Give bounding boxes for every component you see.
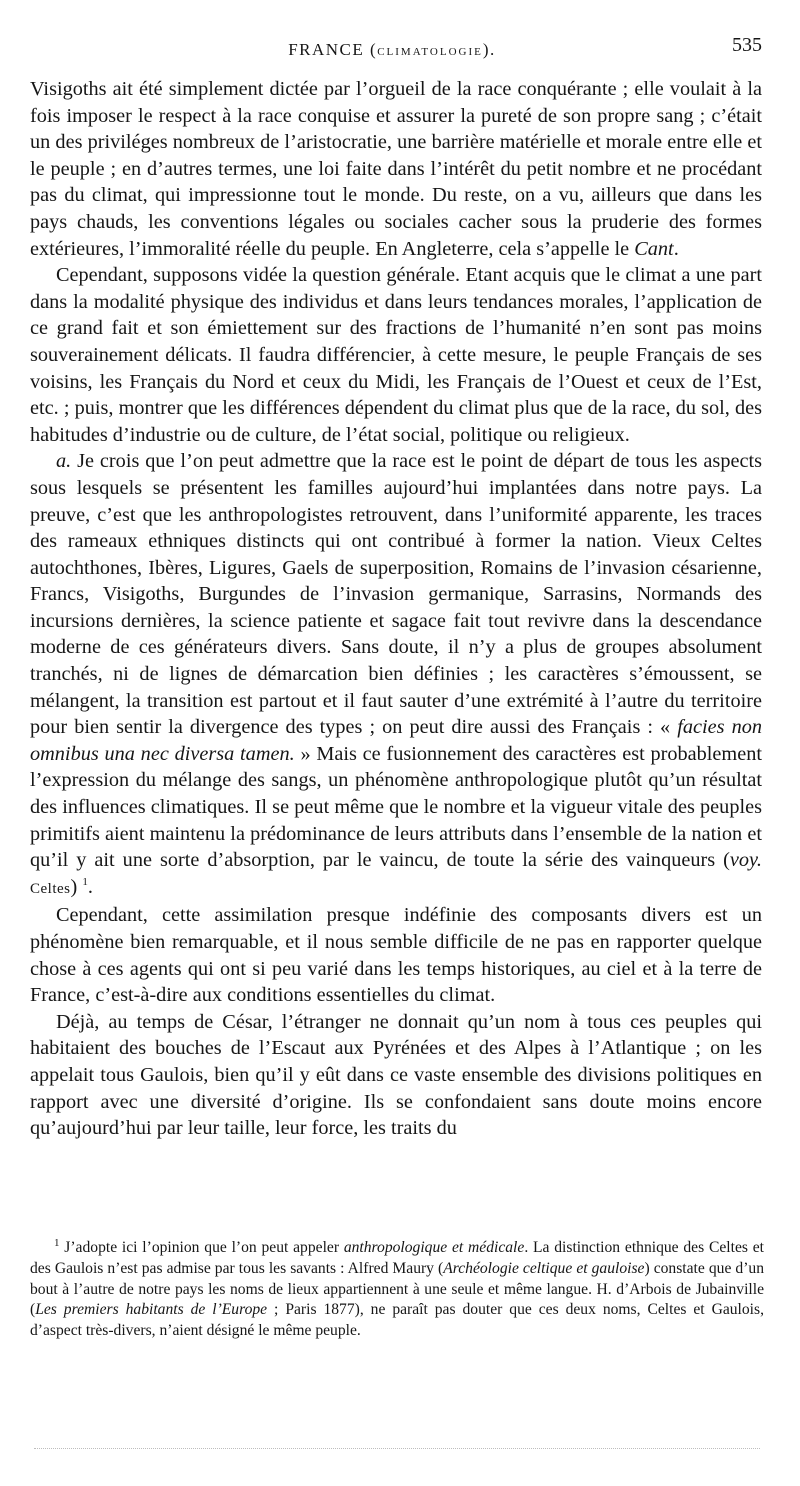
- footnote-mark: 1: [54, 1236, 60, 1249]
- footnotes: [30, 1238, 764, 1342]
- paragraph-1: [30, 76, 762, 262]
- paragraph-5-text: Déjà, au temps de César, l’étranger ne donnait qu’un nom à tous ces peuples qui habitaient des bouches de l’Escaut aux Pyrénées et des Alpes à l’Atlantique ; on les appelait tous Gaulois, bien qu’il y eût dans ce vaste ensemble des divisions politiques en rapport avec une diversité d’origine. Ils se confondaient sans doute moins encore qu’aujourd’hui par leur taille, leur force, les traits du: [30, 1010, 762, 1140]
- footnote-italic-3: Les premiers habitants de l’Europe: [35, 1301, 268, 1319]
- footnote-text-2: . La distinction ethnique des Celtes et des Gaulois n’est pas admise par tous les savants : Alfred Maury (: [30, 1239, 764, 1277]
- paragraph-3-close: ): [70, 875, 78, 898]
- paragraph-2-text: Cependant, supposons vidée la question générale. Etant acquis que le climat a une part dans la modalité physique des individus et dans leurs tendances morales, l’application de ce grand fait et son émiettement sur des fractions de l’humanité n’en sont pas moins souverainement délicats. Il faudra différencier, à cette mesure, le peuple Français de ses voisins, les Français du Nord et ceux du Midi, les Français de l’Ouest et ceux de l’Est, etc. ; puis, montrer que les différences dépendent du climat plus que de la race, du sol, des habitudes d’industrie ou de culture, de l’état social, politique ou religieux.: [30, 264, 762, 446]
- paragraph-2: [30, 262, 762, 448]
- footnote-reference: 1: [82, 876, 88, 889]
- main-text: [30, 76, 762, 1142]
- latin-quote: facies non omnibus una nec diversa tamen.: [30, 716, 762, 765]
- footnote-text-4: ; Paris 1877), ne paraît pas douter que ces deux noms, Celtes et Gaulois, d’aspect très-divers, n’aient désigné le même peuple.: [30, 1301, 764, 1340]
- paragraph-3-mid: » Mais ce fusionnement des caractères est probablement l’expression du mélange des sangs, un phénomène anthropologique plutôt qu’un résultat des influences climatiques. Il se peut même que le nombre et la vigueur vitale des peuples primitifs aient maintenu la prédominance de leurs attributs dans l’ensemble de la nation et qu’il y ait une sorte d’absorption, par le vaincu, de toute la série des vainqueurs (: [30, 742, 762, 872]
- paragraph-3-text: Je crois que l’on peut admettre que la race est le point de départ de tous les aspects sous lesquels se présentent les familles aujourd’hui implantées dans notre pays. La preuve, c’est que les anthropologistes retrouvent, dans l’uniformité apparente, les traces des rameaux ethniques distincts qui ont contribué à former la nation. Vieux Celtes autochthones, Ibères, Ligures, Gaels de superposition, Romains de l’invasion césarienne, Francs, Visigoths, Burgundes de l’invasion germanique, Sarrasins, Normands des incursions dernières, la science patiente et sagace fait tout revivre dans la descendance moderne de ces générateurs divers. Sans doute, il n’y a plus de groupes absolument tranchés, ni de lignes de démarcation bien définies ; les caractères s’émoussent, se mélangent, la transition est partout et il faut sauter d’une extrémité à l’autre du territoire pour bien sentir la divergence des types ; on peut dire aussi des Français : «: [30, 450, 762, 739]
- paragraph-1-text: Visigoths ait été simplement dictée par l’orgueil de la race conquérante ; elle voulait à la fois imposer le respect à la race conquise et assurer la pureté de son propre sang ; c’était un des priviléges nombreux de l’aristocratie, une barrière matérielle et morale entre elle et le peuple ; en d’autres termes, une loi faite dans l’intérêt du petit nombre et ne procédant pas du climat, qui impressionne tout le monde. Du reste, on a vu, ailleurs que dans les pays chauds, les conventions légales ou sociales cacher sous la pruderie des formes extérieures, l’immoralité réelle du peuple. En Angleterre, cela s’appelle le: [30, 78, 762, 260]
- bottom-dotted-rule: [34, 1448, 760, 1449]
- page-number: 535: [732, 34, 762, 56]
- footnote-1: [30, 1238, 764, 1342]
- paragraph-4: [30, 902, 762, 1008]
- page-header: [22, 34, 762, 70]
- paragraph-5: [30, 1009, 762, 1142]
- footnote-text-3: ) constate que d’un bout à l’autre de notre pays les noms de lieux appartiennent à une seule et même langue. H. d’Arbois de Jubainville (: [30, 1259, 764, 1319]
- running-title: [22, 40, 762, 60]
- paragraph-1-end: .: [673, 237, 679, 260]
- voy-abbrev: voy.: [729, 849, 762, 872]
- footnote-italic-2: Archéologie celtique et gauloise: [443, 1259, 645, 1277]
- paragraph-3-end: .: [87, 875, 93, 898]
- italic-cant: Cant: [634, 237, 674, 260]
- footnote-text-1: J’adopte ici l’opinion que l’on peut appeler: [64, 1239, 340, 1256]
- running-title-end: ).: [482, 40, 496, 59]
- cross-reference-celtes: Celtes: [30, 880, 71, 897]
- footnote-italic-1: anthropologique et médicale: [343, 1239, 525, 1256]
- running-title-smallcaps: CLIMATOLOGIE: [377, 46, 483, 58]
- paragraph-4-text: Cependant, cette assimilation presque indéfinie des composants divers est un phénomène bien remarquable, et il nous semble difficile de ne pas en rapporter quelque chose à ces agents qui ont si peu varié dans les temps historiques, au ciel et à la terre de France, c’est-à-dire aux conditions essentielles du climat.: [30, 904, 762, 1007]
- section-marker: a.: [56, 450, 72, 473]
- paragraph-3: [30, 448, 762, 902]
- running-title-main: FRANCE (: [288, 40, 378, 59]
